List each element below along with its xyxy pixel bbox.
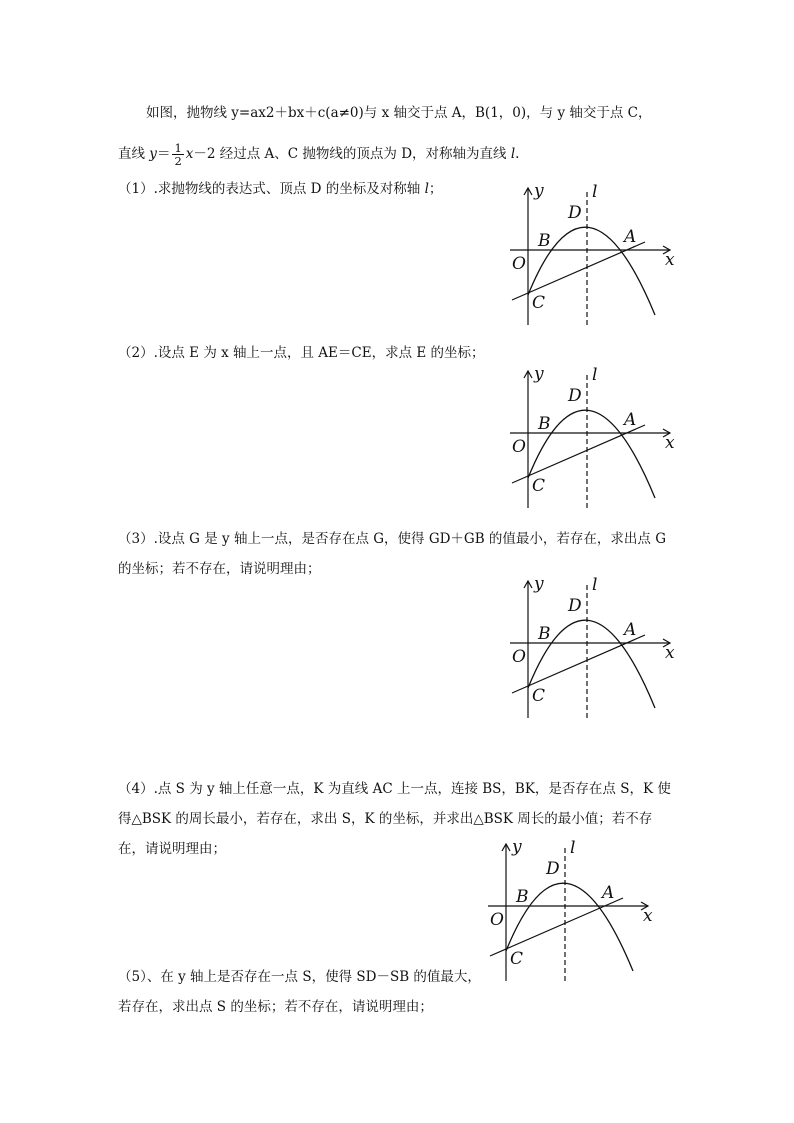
label-d: D — [546, 859, 560, 879]
label-x: x — [643, 906, 653, 926]
label-l: l — [592, 365, 598, 385]
label-b: B — [516, 887, 529, 907]
parabola-figure-svg — [478, 836, 668, 986]
question-5-line-1: （5）、在 y 轴上是否存在一点 S，使得 SD－SB 的值最大， — [118, 969, 481, 985]
label-c: C — [532, 476, 546, 496]
label-o: O — [512, 254, 526, 274]
label-x: x — [665, 433, 675, 453]
parabola-figure-svg — [500, 573, 690, 723]
question-4-line-1: （4）.点 S 为 y 轴上任意一点，K 为直线 AC 上一点，连接 BS，BK，是否存在点 S，K 使 — [118, 781, 671, 797]
label-a: A — [602, 883, 615, 903]
label-b: B — [538, 414, 551, 434]
line-ac — [512, 425, 645, 483]
label-a: A — [624, 410, 637, 430]
question-5-line-2: 若存在，求出点 S 的坐标；若不存在，请说明理由； — [118, 999, 433, 1015]
label-c: C — [532, 686, 546, 706]
fraction-one-half: $\frac{1}{2}$ — [174, 141, 182, 168]
question-4-line-2: 得△BSK 的周长最小，若存在，求出 S，K 的坐标，并求出△BSK 周长的最小值；若不存 — [118, 811, 653, 827]
intro-line-2: 直线 y＝ $\frac{1}{2}$ x－2 经过点 A、C 抛物线的顶点为 D，对称轴为直线 l. — [118, 141, 520, 168]
label-a: A — [624, 620, 637, 640]
parabola-figure-2 — [500, 363, 690, 513]
question-1: （1）.求抛物线的表达式、顶点 D 的坐标及对称轴 l； — [118, 181, 443, 197]
label-c: C — [510, 949, 524, 969]
intro-line-1: 如图，抛物线 y=ax2＋bx＋c(a≠0)与 x 轴交于点 A，B(1，0)，与 y 轴交于点 C， — [146, 105, 652, 121]
label-d: D — [568, 386, 582, 406]
label-o: O — [512, 647, 526, 667]
line-ac — [490, 898, 623, 956]
label-y: y — [534, 574, 544, 594]
label-a: A — [624, 227, 637, 247]
label-d: D — [568, 596, 582, 616]
label-l: l — [592, 575, 598, 595]
parabola-figure-1 — [500, 180, 690, 330]
question-4-line-3: 在，请说明理由； — [118, 841, 226, 857]
label-l: l — [570, 838, 576, 858]
label-x: x — [665, 250, 675, 270]
line-ac — [512, 635, 645, 693]
label-l: l — [592, 182, 598, 202]
label-y: y — [534, 364, 544, 384]
label-b: B — [538, 624, 551, 644]
question-3-line-1: （3）.设点 G 是 y 轴上一点，是否存在点 G，使得 GD＋GB 的值最小，若存在，求出点 G — [118, 531, 667, 547]
label-y: y — [512, 837, 522, 857]
label-y: y — [534, 181, 544, 201]
parabola-figure-4 — [478, 836, 668, 986]
label-o: O — [512, 437, 526, 457]
label-c: C — [532, 293, 546, 313]
line-ac — [512, 242, 645, 300]
parabola-figure-3 — [500, 573, 690, 723]
question-3-line-2: 的坐标；若不存在，请说明理由； — [118, 561, 321, 577]
label-x: x — [665, 643, 675, 663]
parabola-figure-svg — [500, 180, 690, 330]
label-d: D — [568, 203, 582, 223]
label-b: B — [538, 231, 551, 251]
parabola-figure-svg — [500, 363, 690, 513]
question-2: （2）.设点 E 为 x 轴上一点，且 AE＝CE，求点 E 的坐标； — [118, 345, 485, 361]
label-o: O — [490, 910, 504, 930]
